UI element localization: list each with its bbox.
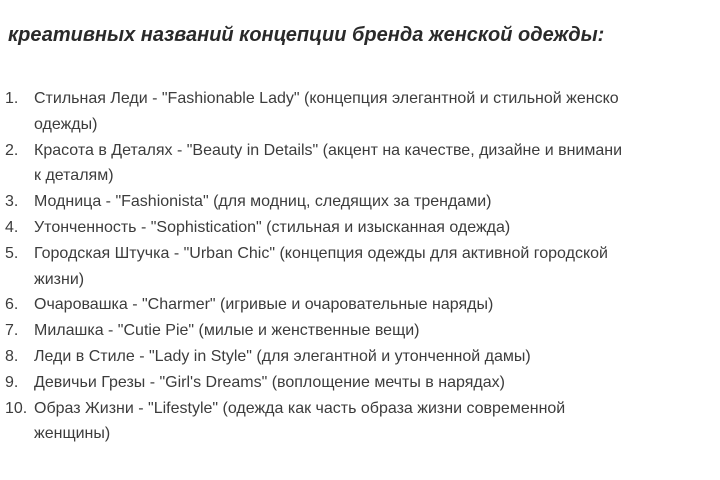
item-line: женщины): [34, 425, 111, 443]
item-line: одежды): [34, 115, 98, 133]
item-line: к деталям): [34, 167, 114, 185]
list-item: [0, 189, 720, 215]
list-item: [0, 318, 720, 344]
item-number: 5.: [5, 244, 19, 262]
item-line: Образ Жизни - "Lifestyle" (одежда как часть образа жизни современной: [34, 399, 566, 417]
item-number: 6.: [5, 296, 19, 314]
item-text: [34, 396, 720, 448]
list-item: [0, 344, 720, 370]
item-line: Очаровашка - "Charmer" (игривые и очаровательные наряды): [34, 296, 494, 314]
item-line: Городская Штучка - "Urban Chic" (концепция одежды для активной городской: [34, 244, 608, 262]
item-number: 1.: [5, 90, 19, 107]
item-line: Девичьи Грезы - "Girl's Dreams" (воплощение мечты в нарядах): [34, 373, 505, 391]
item-text: [34, 241, 720, 293]
item-line: Красота в Деталях - "Beauty in Details" (акцент на качестве, дизайне и внимани: [34, 141, 623, 159]
item-text: [34, 189, 720, 215]
item-line: Леди в Стиле - "Lady in Style" (для элегантной и утонченной дамы): [34, 347, 531, 365]
item-number: 10.: [5, 399, 28, 417]
list-item: [0, 86, 720, 138]
list-item: [0, 396, 720, 448]
item-number: 2.: [5, 141, 19, 159]
list-heading: креативных названий концепции бренда женской одежды:: [8, 24, 605, 46]
list-item: [0, 241, 720, 293]
item-text: [34, 138, 720, 190]
item-line: жизни): [34, 270, 85, 288]
list-item: [0, 292, 720, 318]
item-text: [34, 318, 720, 344]
item-text: [34, 215, 720, 241]
item-line: Утонченность - "Sophistication" (стильная и изысканная одежда): [34, 218, 511, 236]
list-item: [0, 370, 720, 396]
item-text: [34, 344, 720, 370]
item-number: 8.: [5, 347, 19, 365]
item-number: 9.: [5, 373, 19, 391]
item-line: Стильная Леди - "Fashionable Lady" (концепция элегантной и стильной женско: [34, 90, 619, 107]
item-line: Милашка - "Cutie Pie" (милые и женственные вещи): [34, 322, 420, 340]
item-text: [34, 370, 720, 396]
item-number: 4.: [5, 218, 19, 236]
item-text: [34, 292, 720, 318]
item-number: 3.: [5, 193, 19, 211]
list-item: [0, 138, 720, 190]
item-text: [34, 86, 720, 138]
names-list: [0, 86, 720, 447]
item-number: 7.: [5, 322, 19, 340]
item-line: Модница - "Fashionista" (для модниц, следящих за трендами): [34, 193, 492, 211]
list-item: [0, 215, 720, 241]
